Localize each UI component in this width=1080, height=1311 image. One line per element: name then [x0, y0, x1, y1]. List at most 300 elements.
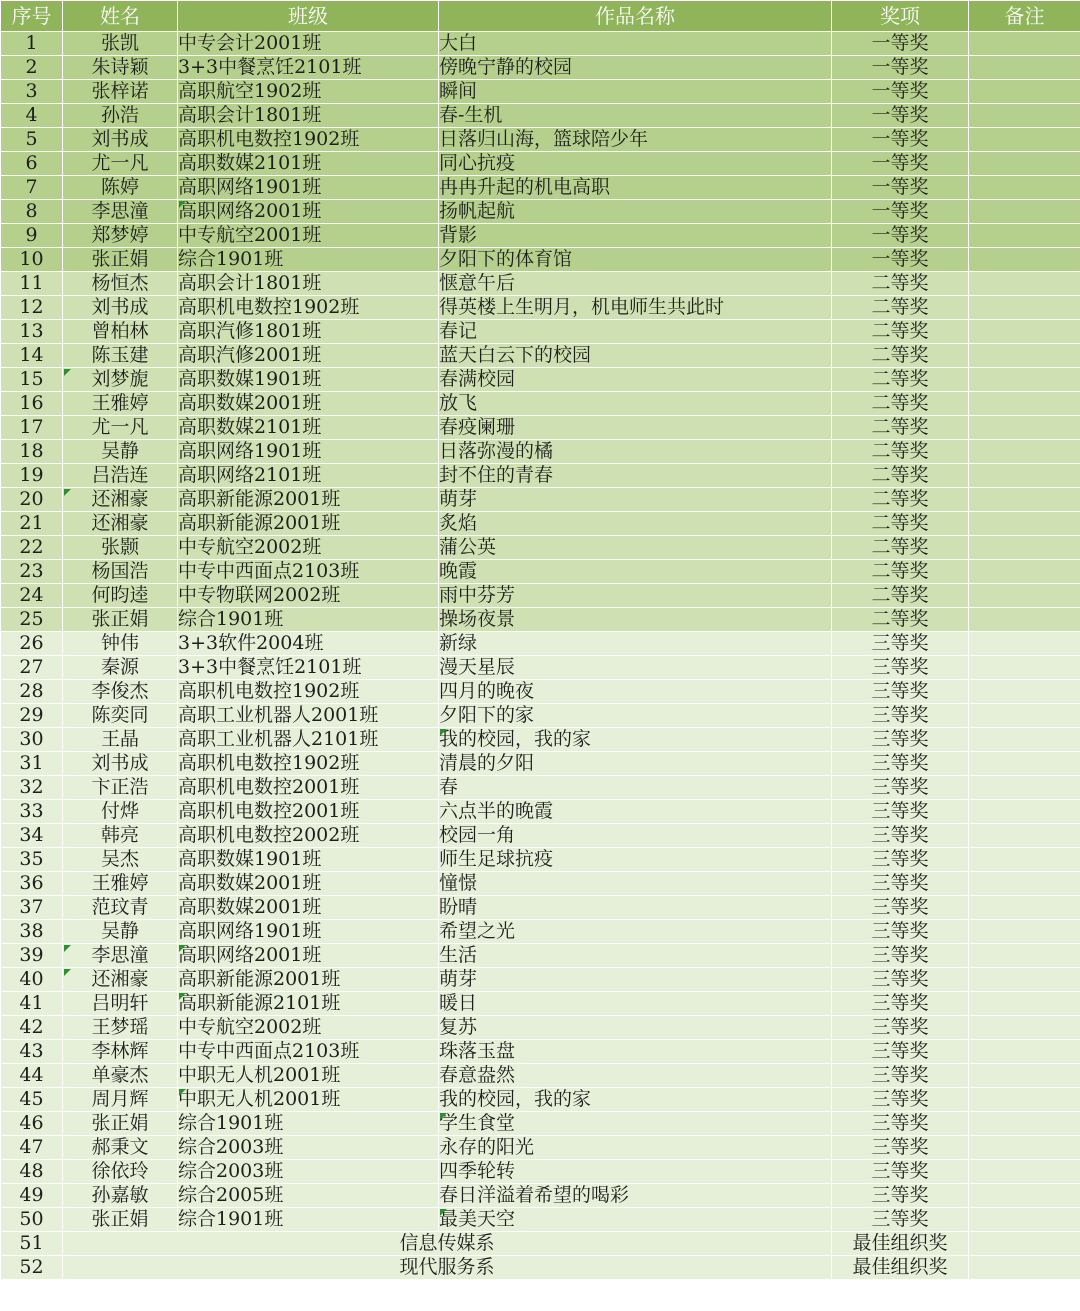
- table-row: [1, 656, 1080, 680]
- cell-note: [969, 80, 1080, 104]
- cell-department: 现代服务系: [63, 1256, 832, 1280]
- cell-class: 3+3中餐烹饪2101班: [178, 656, 439, 680]
- cell-seq: 36: [1, 872, 63, 896]
- cell-award: 三等奖: [832, 752, 969, 776]
- cell-name: 张正娟: [63, 248, 178, 272]
- cell-award: 三等奖: [832, 680, 969, 704]
- cell-name: 朱诗颖: [63, 56, 178, 80]
- cell-seq: 44: [1, 1064, 63, 1088]
- cell-class: 高职会计1801班: [178, 104, 439, 128]
- cell-name: 刘梦旎: [63, 368, 178, 392]
- cell-work: 扬帆起航: [439, 200, 832, 224]
- cell-seq: 9: [1, 224, 63, 248]
- cell-note: [969, 104, 1080, 128]
- cell-seq: 11: [1, 272, 63, 296]
- cell-class: 综合2003班: [178, 1136, 439, 1160]
- cell-award: 三等奖: [832, 896, 969, 920]
- cell-name: 李思潼: [63, 944, 178, 968]
- cell-work: 冉冉升起的机电高职: [439, 176, 832, 200]
- cell-seq: 16: [1, 392, 63, 416]
- cell-note: [969, 176, 1080, 200]
- cell-work: 四月的晚夜: [439, 680, 832, 704]
- cell-work: 憧憬: [439, 872, 832, 896]
- cell-award: 一等奖: [832, 248, 969, 272]
- cell-class: 高职数媒2001班: [178, 392, 439, 416]
- cell-seq: 1: [1, 32, 63, 56]
- cell-work: 夕阳下的体育馆: [439, 248, 832, 272]
- cell-name: 李林辉: [63, 1040, 178, 1064]
- cell-name: 秦源: [63, 656, 178, 680]
- cell-seq: 4: [1, 104, 63, 128]
- table-row: [1, 848, 1080, 872]
- cell-name: 还湘豪: [63, 968, 178, 992]
- cell-note: [969, 680, 1080, 704]
- cell-note: [969, 560, 1080, 584]
- cell-name: 范玟青: [63, 896, 178, 920]
- cell-name: 吕浩连: [63, 464, 178, 488]
- cell-note: [969, 632, 1080, 656]
- cell-seq: 24: [1, 584, 63, 608]
- cell-note: [969, 416, 1080, 440]
- cell-award: 二等奖: [832, 392, 969, 416]
- cell-note: [969, 920, 1080, 944]
- header-name: 姓名: [63, 1, 178, 32]
- cell-name: 杨恒杰: [63, 272, 178, 296]
- table-row: [1, 512, 1080, 536]
- cell-award: 三等奖: [832, 776, 969, 800]
- cell-award: 二等奖: [832, 488, 969, 512]
- cell-work: 日落弥漫的橘: [439, 440, 832, 464]
- cell-award: 一等奖: [832, 128, 969, 152]
- cell-work: 生活: [439, 944, 832, 968]
- cell-class: 高职机电数控2001班: [178, 800, 439, 824]
- cell-work: 瞬间: [439, 80, 832, 104]
- cell-seq: 14: [1, 344, 63, 368]
- cell-class: 高职数媒2101班: [178, 152, 439, 176]
- table-row: [1, 968, 1080, 992]
- cell-award: 三等奖: [832, 728, 969, 752]
- cell-award: 二等奖: [832, 344, 969, 368]
- table-row: [1, 176, 1080, 200]
- cell-award: 二等奖: [832, 368, 969, 392]
- cell-award: 一等奖: [832, 104, 969, 128]
- cell-seq: 40: [1, 968, 63, 992]
- org-award-row: [1, 1232, 1080, 1256]
- cell-seq: 13: [1, 320, 63, 344]
- cell-seq: 30: [1, 728, 63, 752]
- cell-seq: 48: [1, 1160, 63, 1184]
- cell-award: 二等奖: [832, 536, 969, 560]
- cell-work: 春意盎然: [439, 1064, 832, 1088]
- cell-work: 暖日: [439, 992, 832, 1016]
- cell-name: 陈玉建: [63, 344, 178, 368]
- cell-name: 孙浩: [63, 104, 178, 128]
- cell-seq: 25: [1, 608, 63, 632]
- cell-name: 李俊杰: [63, 680, 178, 704]
- table-row: [1, 320, 1080, 344]
- cell-work: 珠落玉盘: [439, 1040, 832, 1064]
- cell-class: 高职网络2001班: [178, 200, 439, 224]
- cell-name: 还湘豪: [63, 488, 178, 512]
- cell-class: 高职汽修2001班: [178, 344, 439, 368]
- cell-note: [969, 896, 1080, 920]
- cell-award: 三等奖: [832, 1160, 969, 1184]
- cell-award: 三等奖: [832, 848, 969, 872]
- cell-name: 王雅婷: [63, 392, 178, 416]
- table-row: [1, 392, 1080, 416]
- table-body: [1, 32, 1080, 1280]
- table-row: [1, 440, 1080, 464]
- cell-name: 吴静: [63, 440, 178, 464]
- cell-name: 徐依玲: [63, 1160, 178, 1184]
- cell-name: 王雅婷: [63, 872, 178, 896]
- cell-note: [969, 656, 1080, 680]
- table-row: [1, 464, 1080, 488]
- cell-name: 张颢: [63, 536, 178, 560]
- cell-award: 一等奖: [832, 176, 969, 200]
- cell-name: 卞正浩: [63, 776, 178, 800]
- cell-seq: 46: [1, 1112, 63, 1136]
- cell-class: 中专航空2002班: [178, 536, 439, 560]
- cell-class: 高职网络1901班: [178, 920, 439, 944]
- cell-class: 综合1901班: [178, 1208, 439, 1232]
- cell-name: 吴静: [63, 920, 178, 944]
- cell-name: 刘书成: [63, 752, 178, 776]
- cell-class: 中职无人机2001班: [178, 1064, 439, 1088]
- cell-name: 王梦瑶: [63, 1016, 178, 1040]
- cell-department: 信息传媒系: [63, 1232, 832, 1256]
- cell-award: 三等奖: [832, 968, 969, 992]
- cell-name: 刘书成: [63, 128, 178, 152]
- table-row: [1, 1208, 1080, 1232]
- table-row: [1, 584, 1080, 608]
- cell-name: 杨国浩: [63, 560, 178, 584]
- cell-class: 高职新能源2101班: [178, 992, 439, 1016]
- cell-class: 高职网络1901班: [178, 176, 439, 200]
- cell-seq: 17: [1, 416, 63, 440]
- cell-seq: 3: [1, 80, 63, 104]
- cell-class: 高职数媒1901班: [178, 368, 439, 392]
- cell-name: 张正娟: [63, 1208, 178, 1232]
- cell-class: 中专会计2001班: [178, 32, 439, 56]
- cell-class: 高职新能源2001班: [178, 512, 439, 536]
- cell-note: [969, 272, 1080, 296]
- header-row: [1, 1, 1080, 32]
- cell-seq: 50: [1, 1208, 63, 1232]
- cell-award: 一等奖: [832, 56, 969, 80]
- cell-work: 我的校园，我的家: [439, 728, 832, 752]
- cell-award: 三等奖: [832, 944, 969, 968]
- cell-class: 高职机电数控1902班: [178, 128, 439, 152]
- cell-note: [969, 1040, 1080, 1064]
- cell-note: [969, 200, 1080, 224]
- cell-class: 高职工业机器人2001班: [178, 704, 439, 728]
- table-row: [1, 1184, 1080, 1208]
- cell-name: 周月辉: [63, 1088, 178, 1112]
- cell-note: [969, 776, 1080, 800]
- cell-note: [969, 248, 1080, 272]
- cell-note: [969, 296, 1080, 320]
- cell-award: 三等奖: [832, 1112, 969, 1136]
- cell-award: 二等奖: [832, 440, 969, 464]
- cell-work: 复苏: [439, 1016, 832, 1040]
- cell-name: 吴杰: [63, 848, 178, 872]
- cell-work: 学生食堂: [439, 1112, 832, 1136]
- header-award: 奖项: [832, 1, 969, 32]
- cell-note: [969, 1064, 1080, 1088]
- cell-seq: 35: [1, 848, 63, 872]
- cell-note: [969, 848, 1080, 872]
- cell-note: [969, 704, 1080, 728]
- table-row: [1, 1088, 1080, 1112]
- cell-note: [969, 1184, 1080, 1208]
- table-row: [1, 488, 1080, 512]
- table-row: [1, 224, 1080, 248]
- cell-seq: 20: [1, 488, 63, 512]
- cell-note: [969, 608, 1080, 632]
- cell-work: 四季轮转: [439, 1160, 832, 1184]
- cell-seq: 31: [1, 752, 63, 776]
- cell-seq: 7: [1, 176, 63, 200]
- cell-seq: 10: [1, 248, 63, 272]
- cell-award: 二等奖: [832, 416, 969, 440]
- cell-note: [969, 152, 1080, 176]
- cell-award: 三等奖: [832, 920, 969, 944]
- cell-name: 陈婷: [63, 176, 178, 200]
- cell-name: 付烨: [63, 800, 178, 824]
- cell-award: 三等奖: [832, 1208, 969, 1232]
- cell-note: [969, 32, 1080, 56]
- table-row: [1, 296, 1080, 320]
- cell-work: 春疫阑珊: [439, 416, 832, 440]
- cell-name: 郝秉文: [63, 1136, 178, 1160]
- cell-seq: 27: [1, 656, 63, 680]
- table-row: [1, 248, 1080, 272]
- cell-class: 高职机电数控2001班: [178, 776, 439, 800]
- cell-award: 三等奖: [832, 1040, 969, 1064]
- cell-note: [969, 224, 1080, 248]
- table-row: [1, 200, 1080, 224]
- cell-work: 背影: [439, 224, 832, 248]
- cell-note: [969, 728, 1080, 752]
- cell-seq: 5: [1, 128, 63, 152]
- table-row: [1, 536, 1080, 560]
- cell-work: 晚霞: [439, 560, 832, 584]
- cell-work: 蓝天白云下的校园: [439, 344, 832, 368]
- cell-seq: 19: [1, 464, 63, 488]
- cell-work: 漫天星辰: [439, 656, 832, 680]
- cell-seq: 2: [1, 56, 63, 80]
- cell-work: 操场夜景: [439, 608, 832, 632]
- cell-name: 孙嘉敏: [63, 1184, 178, 1208]
- cell-award: 三等奖: [832, 872, 969, 896]
- table-row: [1, 32, 1080, 56]
- cell-note: [969, 752, 1080, 776]
- table-row: [1, 800, 1080, 824]
- cell-name: 李思潼: [63, 200, 178, 224]
- cell-work: 惬意午后: [439, 272, 832, 296]
- cell-seq: 39: [1, 944, 63, 968]
- table-row: [1, 1112, 1080, 1136]
- cell-seq: 38: [1, 920, 63, 944]
- header-note: 备注: [969, 1, 1080, 32]
- cell-class: 高职新能源2001班: [178, 968, 439, 992]
- cell-seq: 26: [1, 632, 63, 656]
- cell-name: 尤一凡: [63, 416, 178, 440]
- table-row: [1, 1136, 1080, 1160]
- cell-note: [969, 1160, 1080, 1184]
- cell-award: 三等奖: [832, 824, 969, 848]
- cell-note: [969, 800, 1080, 824]
- cell-name: 张正娟: [63, 608, 178, 632]
- cell-seq: 47: [1, 1136, 63, 1160]
- cell-name: 陈奕同: [63, 704, 178, 728]
- cell-award: 二等奖: [832, 608, 969, 632]
- cell-award: 一等奖: [832, 32, 969, 56]
- cell-note: [969, 512, 1080, 536]
- cell-name: 张凯: [63, 32, 178, 56]
- cell-class: 高职机电数控1902班: [178, 296, 439, 320]
- cell-work: 春-生机: [439, 104, 832, 128]
- cell-class: 高职会计1801班: [178, 272, 439, 296]
- table-row: [1, 680, 1080, 704]
- table-row: [1, 944, 1080, 968]
- table-row: [1, 104, 1080, 128]
- cell-seq: 8: [1, 200, 63, 224]
- cell-name: 郑梦婷: [63, 224, 178, 248]
- cell-note: [969, 1112, 1080, 1136]
- table-row: [1, 128, 1080, 152]
- cell-work: 萌芽: [439, 488, 832, 512]
- cell-note: [969, 392, 1080, 416]
- cell-note: [969, 320, 1080, 344]
- cell-class: 高职数媒2001班: [178, 896, 439, 920]
- table-row: [1, 1064, 1080, 1088]
- cell-class: 综合1901班: [178, 1112, 439, 1136]
- cell-award: 一等奖: [832, 80, 969, 104]
- cell-note: [969, 464, 1080, 488]
- cell-class: 高职网络2101班: [178, 464, 439, 488]
- cell-award: 一等奖: [832, 200, 969, 224]
- cell-class: 中专中西面点2103班: [178, 560, 439, 584]
- cell-seq: 22: [1, 536, 63, 560]
- cell-note: [969, 944, 1080, 968]
- cell-class: 3+3中餐烹饪2101班: [178, 56, 439, 80]
- cell-note: [969, 368, 1080, 392]
- cell-work: 新绿: [439, 632, 832, 656]
- cell-work: 校园一角: [439, 824, 832, 848]
- cell-award: 三等奖: [832, 800, 969, 824]
- cell-seq: 6: [1, 152, 63, 176]
- table-row: [1, 824, 1080, 848]
- cell-seq: 41: [1, 992, 63, 1016]
- cell-award: 二等奖: [832, 560, 969, 584]
- cell-class: 高职机电数控2002班: [178, 824, 439, 848]
- cell-seq: 42: [1, 1016, 63, 1040]
- table-row: [1, 1160, 1080, 1184]
- cell-name: 张正娟: [63, 1112, 178, 1136]
- cell-note: [969, 1016, 1080, 1040]
- cell-work: 日落归山海，篮球陪少年: [439, 128, 832, 152]
- cell-note: [969, 440, 1080, 464]
- table-row: [1, 896, 1080, 920]
- cell-work: 雨中芬芳: [439, 584, 832, 608]
- cell-class: 高职数媒1901班: [178, 848, 439, 872]
- cell-note: [969, 488, 1080, 512]
- cell-award: 三等奖: [832, 632, 969, 656]
- cell-note: [969, 1088, 1080, 1112]
- table-row: [1, 752, 1080, 776]
- cell-work: 春满校园: [439, 368, 832, 392]
- cell-work: 春日洋溢着希望的喝彩: [439, 1184, 832, 1208]
- cell-seq: 23: [1, 560, 63, 584]
- cell-work: 大白: [439, 32, 832, 56]
- cell-work: 我的校园，我的家: [439, 1088, 832, 1112]
- table-row: [1, 704, 1080, 728]
- cell-work: 盼晴: [439, 896, 832, 920]
- cell-seq: 33: [1, 800, 63, 824]
- table-row: [1, 1016, 1080, 1040]
- table-row: [1, 560, 1080, 584]
- cell-seq: 51: [1, 1232, 63, 1256]
- table-row: [1, 992, 1080, 1016]
- cell-note: [969, 584, 1080, 608]
- cell-name: 还湘豪: [63, 512, 178, 536]
- cell-work: 封不住的青春: [439, 464, 832, 488]
- cell-class: 高职网络2001班: [178, 944, 439, 968]
- cell-name: 刘书成: [63, 296, 178, 320]
- cell-note: [969, 536, 1080, 560]
- cell-award: 一等奖: [832, 152, 969, 176]
- cell-class: 综合1901班: [178, 248, 439, 272]
- cell-seq: 12: [1, 296, 63, 320]
- cell-seq: 28: [1, 680, 63, 704]
- cell-seq: 34: [1, 824, 63, 848]
- cell-award: 三等奖: [832, 1136, 969, 1160]
- table-row: [1, 728, 1080, 752]
- cell-class: 综合2005班: [178, 1184, 439, 1208]
- cell-work: 同心抗疫: [439, 152, 832, 176]
- cell-class: 中职无人机2001班: [178, 1088, 439, 1112]
- cell-seq: 37: [1, 896, 63, 920]
- cell-award: 二等奖: [832, 320, 969, 344]
- cell-work: 萌芽: [439, 968, 832, 992]
- cell-class: 高职数媒2001班: [178, 872, 439, 896]
- cell-seq: 43: [1, 1040, 63, 1064]
- cell-class: 中专航空2002班: [178, 1016, 439, 1040]
- cell-work: 蒲公英: [439, 536, 832, 560]
- cell-award: 最佳组织奖: [832, 1256, 969, 1280]
- cell-class: 高职机电数控1902班: [178, 680, 439, 704]
- cell-note: [969, 968, 1080, 992]
- cell-work: 希望之光: [439, 920, 832, 944]
- cell-seq: 32: [1, 776, 63, 800]
- cell-name: 韩亮: [63, 824, 178, 848]
- org-award-row: [1, 1256, 1080, 1280]
- cell-name: 钟伟: [63, 632, 178, 656]
- cell-seq: 15: [1, 368, 63, 392]
- cell-note: [969, 1256, 1080, 1280]
- cell-work: 放飞: [439, 392, 832, 416]
- cell-award: 二等奖: [832, 584, 969, 608]
- cell-class: 中专航空2001班: [178, 224, 439, 248]
- cell-name: 王晶: [63, 728, 178, 752]
- cell-name: 尤一凡: [63, 152, 178, 176]
- table-row: [1, 56, 1080, 80]
- header-work: 作品名称: [439, 1, 832, 32]
- table-row: [1, 152, 1080, 176]
- cell-award: 最佳组织奖: [832, 1232, 969, 1256]
